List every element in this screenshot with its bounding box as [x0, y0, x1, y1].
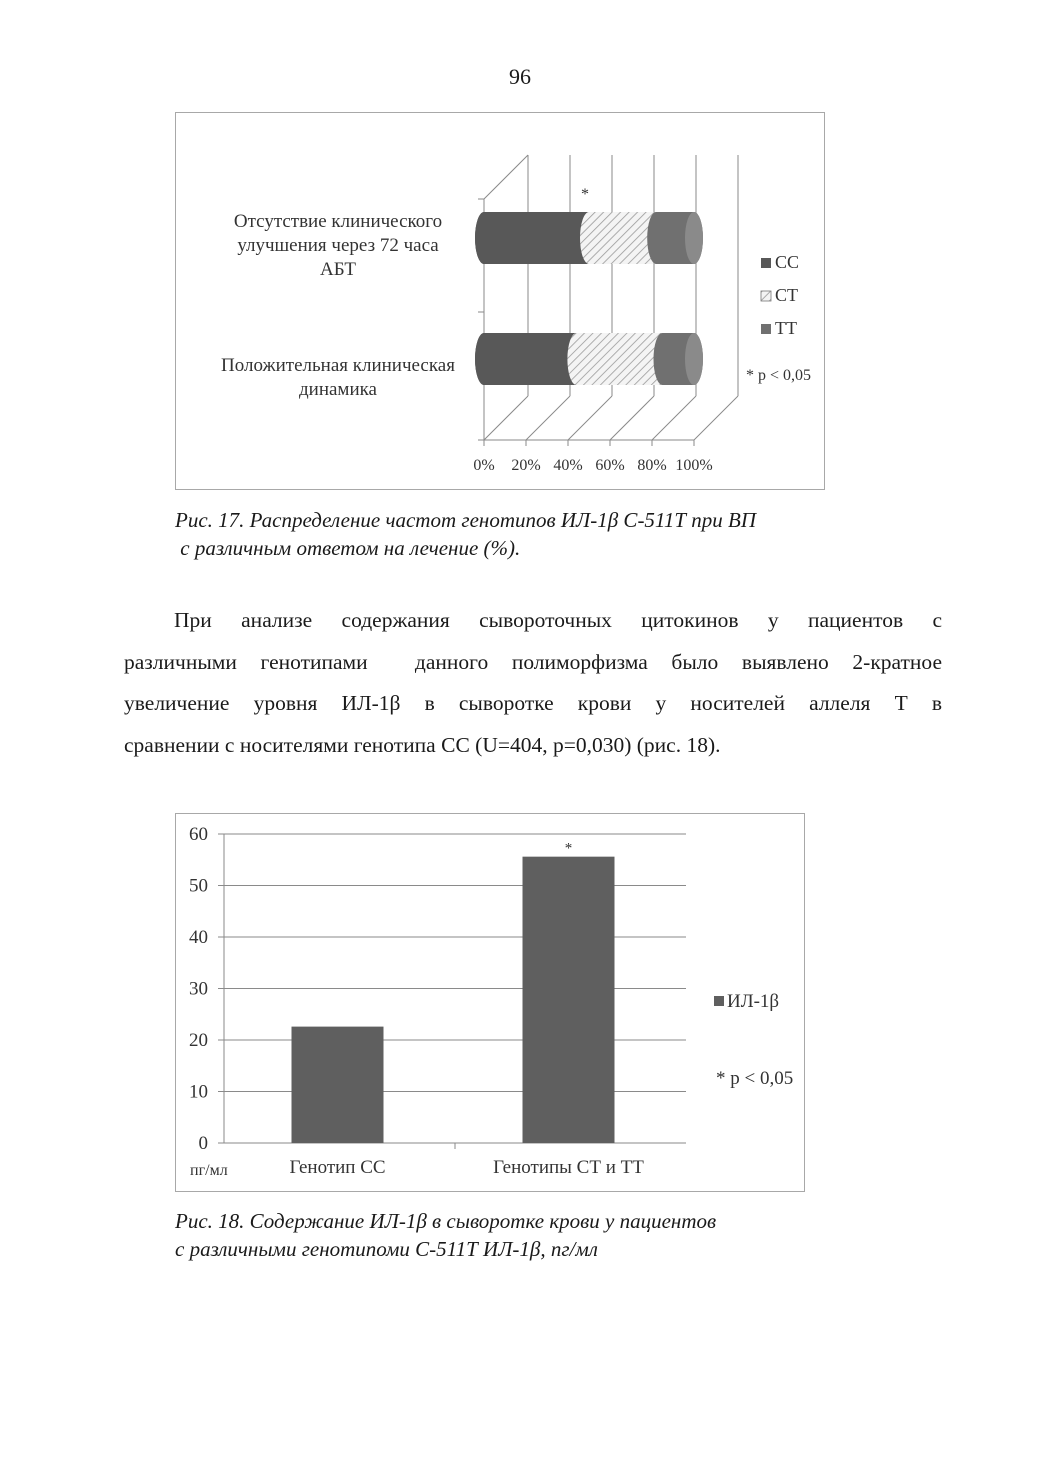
bar-cat0-cc: [475, 212, 598, 264]
bar-cat0-start-cap: [475, 212, 493, 264]
bar-cat0-significance-marker: *: [581, 186, 589, 203]
category-label-1-line-0: Положительная клиническая: [221, 355, 455, 376]
gridline-floor-0: [484, 396, 528, 440]
body-line-4: сравнении с носителями генотипа СС (U=404, p=0,030) (рис. 18).: [124, 732, 721, 757]
y-tick-label-0: 0: [198, 1133, 208, 1154]
body-line-1: При анализе содержания сывороточных цитокинов у пациентов с: [174, 608, 942, 632]
legend-note: * p < 0,05: [746, 367, 812, 384]
bar-cat0-end-cap: [685, 212, 703, 264]
category-label-0-line-2: АБТ: [320, 259, 356, 280]
figure-17-caption: [175, 506, 756, 562]
axis-left-top: [484, 155, 528, 199]
y-tick-label-1: 10: [189, 1081, 208, 1103]
legend-label-il1b: ИЛ-1β: [727, 991, 780, 1012]
gridline-floor-5: [694, 396, 738, 440]
y-tick-label-6: 60: [189, 824, 208, 845]
figure-18-caption: [175, 1207, 716, 1263]
x-tick-label-3: 60%: [595, 457, 625, 474]
body-line-2: различными генотипами данного полиморфизма было выявлено 2-кратное: [124, 649, 942, 674]
x-tick-label-4: 80%: [637, 457, 667, 474]
figure-17-caption-line-1: Рис. 17. Распределение частот генотипов ИЛ-1β С-511Т при ВП: [175, 508, 757, 532]
body-paragraph: [124, 600, 942, 766]
legend-swatch-ct: [761, 291, 771, 301]
y-tick-label-2: 20: [189, 1030, 208, 1051]
bar-cat1-end-cap: [685, 333, 703, 385]
legend-swatch-il1b: [714, 996, 724, 1006]
figure-18-caption-line-2: с различными генотипоми С-511Т ИЛ-1β, пг/мл: [175, 1237, 598, 1261]
gridline-floor-1: [526, 396, 570, 440]
bar-0: [292, 1027, 384, 1143]
gridline-floor-2: [568, 396, 612, 440]
y-tick-label-4: 40: [189, 927, 208, 948]
legend-label-cc: CC: [775, 252, 800, 272]
legend-label-tt: TT: [775, 318, 797, 338]
gridline-floor-3: [610, 396, 654, 440]
bar-cat1-start-cap: [475, 333, 493, 385]
legend-label-ct: CT: [775, 285, 799, 305]
y-tick-label-5: 50: [189, 875, 208, 897]
figure-17-chart: [175, 112, 825, 490]
page-number: 96: [509, 64, 531, 89]
x-tick-label-1: 20%: [511, 457, 541, 474]
x-category-label-1: Генотипы СТ и ТТ: [493, 1157, 644, 1178]
bar-1: [523, 857, 615, 1143]
x-tick-label-2: 40%: [553, 457, 583, 474]
x-tick-label-5: 100%: [675, 457, 713, 474]
legend-swatch-tt: [761, 324, 771, 334]
gridline-floor-4: [652, 396, 696, 440]
x-tick-label-0: 0%: [473, 457, 495, 474]
y-axis-unit-label: пг/мл: [190, 1162, 228, 1179]
figure-17-caption-line-2: с различным ответом на лечение (%).: [175, 536, 521, 560]
category-label-1-line-1: динамика: [298, 379, 378, 400]
category-label-0-line-1: улучшения через 72 часа: [237, 235, 439, 256]
body-line-3: увеличение уровня ИЛ-1β в сыворотке крови у носителей аллеля Т в: [124, 691, 942, 715]
y-tick-label-3: 30: [189, 978, 208, 1000]
category-label-0-line-0: Отсутствие клинического: [233, 211, 443, 232]
figure-17-svg: [176, 113, 826, 491]
legend-note: * p < 0,05: [716, 1068, 794, 1089]
legend-swatch-cc: [761, 258, 771, 268]
figure-18-svg: [176, 814, 806, 1193]
bar-1-significance-marker: *: [564, 840, 573, 857]
figure-18-chart: [175, 813, 805, 1192]
figure-18-caption-line-1: Рис. 18. Содержание ИЛ-1β в сыворотке крови у пациентов: [175, 1209, 717, 1233]
x-category-label-0: Генотип СС: [289, 1157, 386, 1178]
